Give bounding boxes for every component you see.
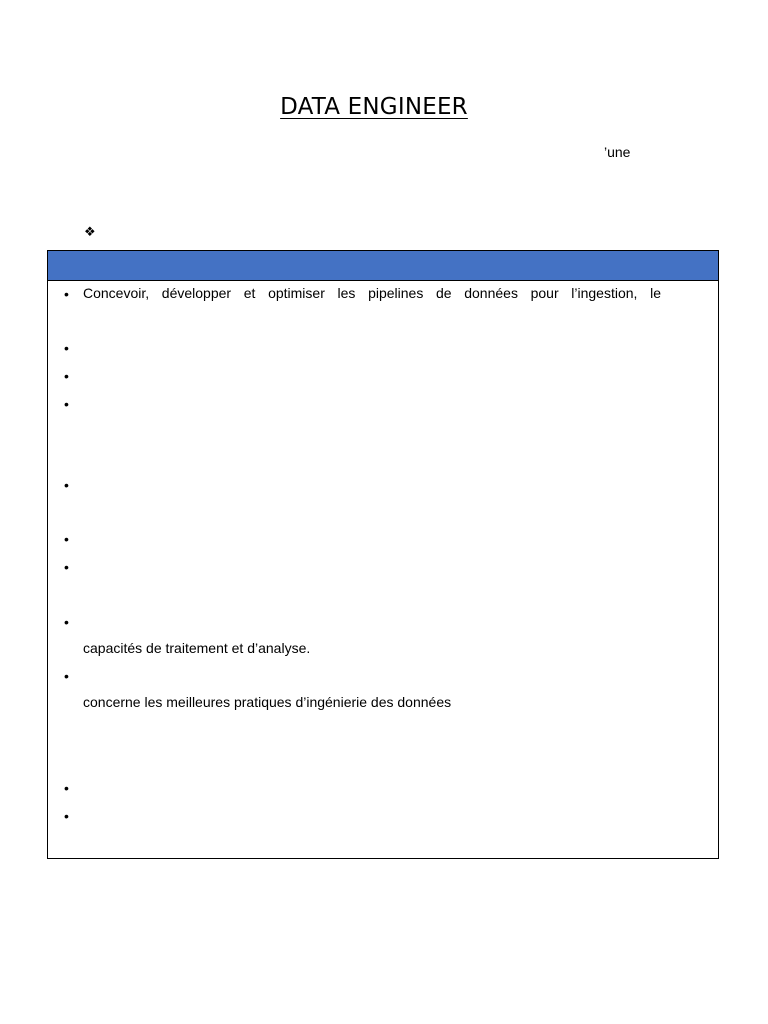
diamond-bullet-icon: ❖ <box>84 224 96 239</box>
responsibility-item-1: Concevoir, développer et optimiser les pipelines de données pour l’ingestion, le <box>83 285 661 301</box>
bullet-icon: • <box>64 780 69 796</box>
bullet-icon: • <box>64 531 69 547</box>
bullet-icon: • <box>64 396 69 412</box>
bullet-icon: • <box>64 340 69 356</box>
bullet-icon: • <box>64 477 69 493</box>
responsibility-item-9-continuation: concerne les meilleures pratiques d’ingénierie des données <box>83 694 452 710</box>
bullet-icon: • <box>64 614 69 630</box>
responsibilities-box <box>47 250 719 859</box>
bullet-icon: • <box>64 286 69 302</box>
bullet-icon: • <box>64 368 69 384</box>
header-fragment-text: ’une <box>604 144 631 160</box>
bullet-icon: • <box>64 559 69 575</box>
page-title: DATA ENGINEER <box>280 94 468 120</box>
section-header-bar <box>48 251 718 281</box>
bullet-icon: • <box>64 668 69 684</box>
bullet-icon: • <box>64 808 69 824</box>
responsibility-item-8-continuation: capacités de traitement et d’analyse. <box>83 640 311 656</box>
